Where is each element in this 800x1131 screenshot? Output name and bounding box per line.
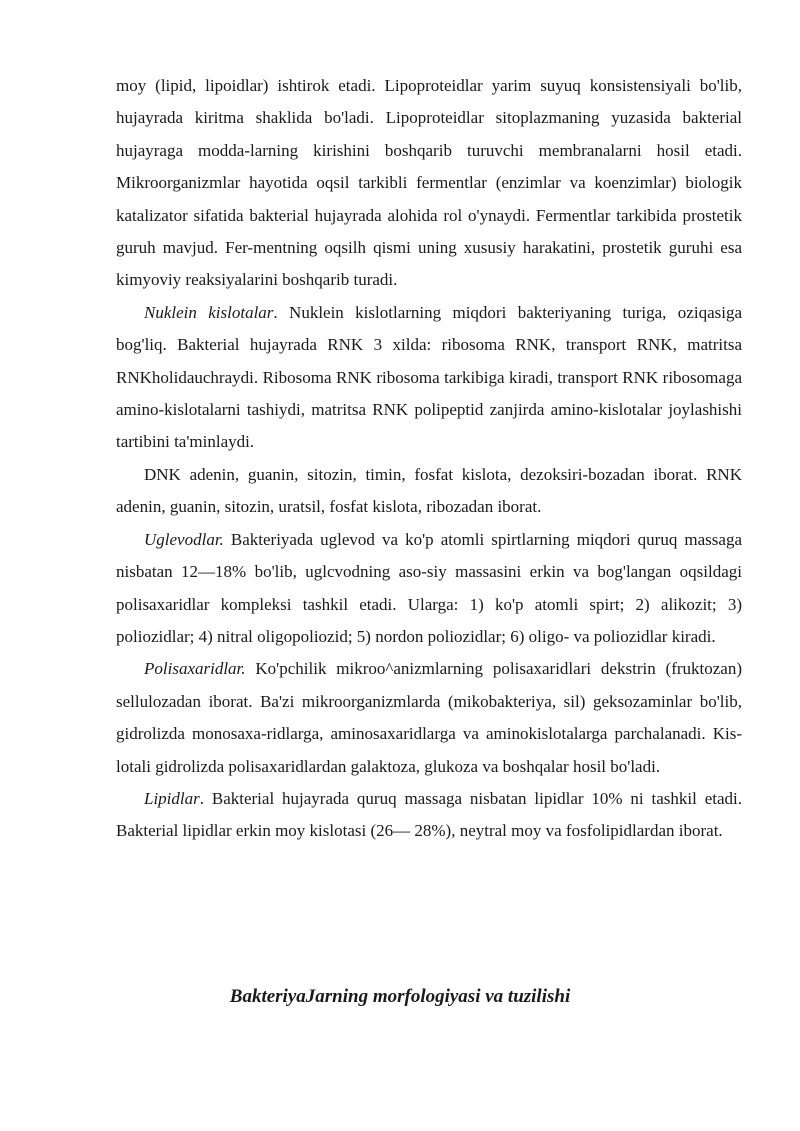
term-nucleic-acids: Nuklein kislotalar: [144, 302, 274, 322]
paragraph-polysaccharides: [116, 653, 742, 783]
paragraph-dna-rna: [116, 459, 742, 524]
paragraph-lipids: [116, 783, 742, 848]
paragraph-carbohydrates: [116, 524, 742, 654]
paragraph-text: moy (lipid, lipoidlar) ishtirok etadi. Lipoproteidlar yarim suyuq konsistensiyali bo'lib, hujayrada kiritma shaklida bo'ladi. Lipoproteidlar sitoplazmaning yuzasida bakterial hujayraga modda-larning kirishini boshqarib turuvchi membranalarni hosil etadi. Mikroorganizmlar hayotida oqsil tarkibli fermentlar (enzimlar va koenzimlar) biologik katalizator sifatida bakterial hujayrada alohida rol o'ynaydi. Fermentlar tarkibida prostetik guruh mavjud. Fer-mentning oqsilh qismi uning xususiy harakatini, prostetik guruhi esa kimyoviy reaksiyalarini boshqarib turadi.: [116, 76, 742, 290]
document-body: [116, 70, 742, 848]
paragraph-text: . Bakterial hujayrada quruq massaga nisbatan lipidlar 10% ni tashkil etadi. Bakterial lipidlar erkin moy kislotasi (26— 28%), neytral moy va fosfolipidlardan iborat.: [116, 788, 742, 841]
paragraph-lipoproteins: [116, 70, 742, 297]
paragraph-text: Bakteriyada uglevod va ko'p atomli spirtlarning miqdori quruq massaga nisbatan 12—18% bo'lib, uglcvodning aso-siy massasini erkin va bog'langan oqsildagi polisaxaridlar kompleksi tashkil etadi. Ularga: 1) ko'p atomli spirt; 2) alikozit; 3) poliozidlar; 4) nitral oligopoliozid; 5) nordon poliozidlar; 6) oligo- va poliozidlar kiradi.: [116, 529, 742, 646]
term-polysaccharides: Polisaxaridlar.: [144, 659, 246, 679]
paragraph-nucleic-acids: [116, 297, 742, 459]
paragraph-text: . Nuklein kislotlarning miqdori bakteriyaning turiga, oziqasiga bog'liq. Bakterial hujayrada RNK 3 xilda: ribosoma RNK, transport RNK, matritsa RNKholidauchraydi. Ribosoma RNK ribosoma tarkibiga kiradi, transport RNK ribosomaga amino-kislotalarni tashiydi, matritsa RNK polipeptid zanjirda amino-kislotalar joylashishi tartibini ta'minlaydi.: [116, 302, 743, 452]
term-lipids: Lipidlar: [144, 788, 200, 808]
section-heading: BakteriyaJarning morfologiyasi va tuzilishi: [229, 986, 571, 1007]
term-carbohydrates: Uglevodlar.: [144, 529, 224, 549]
paragraph-text: DNK adenin, guanin, sitozin, timin, fosfat kislota, dezoksiri-bozadan iborat. RNK adenin, guanin, sitozin, uratsil, fosfat kislota, ribozadan iborat.: [116, 464, 742, 517]
paragraph-text: Ko'pchilik mikroo^anizmlarning polisaxaridlari dekstrin (fruktozan) sellulozadan iborat. Ba'zi mikroorganizmlarda (mikobakteriya, sil) geksozaminlar bo'lib, gidrolizda monosaxa-ridlarga, aminosaxaridlarga va aminokislotalarga parchalanadi. Kis-lotali gidrolizda polisaxaridlardan galaktoza, glukoza va boshqalar hosil bo'ladi.: [116, 659, 742, 776]
